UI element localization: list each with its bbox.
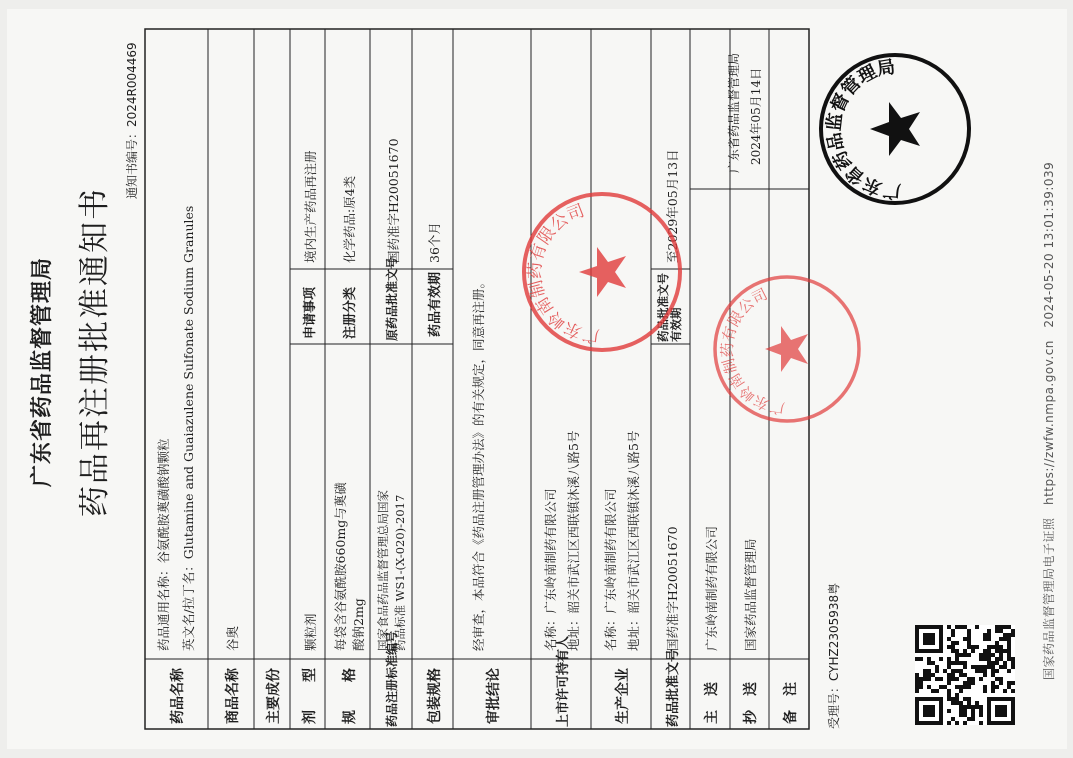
- company-seal: [517, 187, 687, 357]
- acceptance-number: 受理号：CYHZ2305938粤: [827, 582, 841, 729]
- generic-name: 药品通用名称：谷氨酰胺薁磺酸钠颗粒: [156, 438, 171, 651]
- label-category: 注册分类: [343, 286, 358, 339]
- manufacturer-address: 地址：韶关市武江区西联镇沐溪八路5号: [626, 430, 641, 651]
- label-conclusion: 审批结论: [486, 668, 502, 724]
- issue-date: 2024年05月14日: [749, 67, 763, 165]
- e-license-footer-text: 国家药品监督管理局电子证照 https://zwfw.nmpa.gov.cn 2024-05-20 13:01:39:039: [1042, 161, 1056, 680]
- label-standard-no: 药品注册标准编号: [385, 630, 399, 727]
- copy-seal: [707, 269, 867, 429]
- bureau-seal: [815, 49, 975, 209]
- label-send-to: 主 送: [704, 682, 720, 724]
- application-value: 境内生产药品再注册: [303, 150, 318, 263]
- svg-text:广东省药品监督管理局: 广东省药品监督管理局: [823, 56, 902, 202]
- manufacturer-name: 名称：广东岭南制药有限公司: [603, 488, 618, 651]
- label-validity: 药品有效期: [428, 271, 443, 337]
- label-dosage-form: 剂 型: [302, 668, 318, 724]
- qr-code-icon: [915, 625, 1015, 725]
- e-license-footer: [1012, 20, 1056, 700]
- approval-notice-page: [7, 9, 1067, 749]
- conclusion-value: 经审查，本品符合《药品注册管理办法》的有关规定，同意再注册。: [471, 275, 486, 651]
- label-approval-no: 药品批准文号: [666, 648, 681, 727]
- svg-text:广东岭南制药有限公司: 广东岭南制药有限公司: [718, 285, 786, 418]
- spec-value-line2: 酸钠2mg: [351, 598, 366, 651]
- spec-value-line1: 每袋含谷氨酰胺660mg与薁磺: [333, 482, 348, 651]
- standard-value-line1: 国家食品药品监督管理总局国家: [376, 490, 390, 651]
- issuer-caption: 广东省药品监督管理局: [727, 52, 741, 173]
- label-mah: 上市许可持有人: [556, 635, 571, 727]
- label-main-ingredient: 主要成份: [266, 668, 282, 724]
- label-application: 申请事项: [303, 286, 318, 339]
- label-trade-name: 商品名称: [225, 668, 241, 724]
- label-original-approval: 原药品批准文号: [385, 256, 399, 341]
- trade-name-value: 谷奥: [225, 625, 240, 651]
- approval-no-value: 国药准字H20051670: [665, 526, 680, 651]
- label-cc: 抄 送: [743, 682, 759, 724]
- standard-value-line2: 药品标准 WS1-(X-020)-2017: [393, 494, 407, 651]
- mah-address: 地址：韶关市武江区西联镇沐溪八路5号: [566, 430, 581, 651]
- label-manufacturer: 生产企业: [615, 668, 631, 724]
- send-to-value: 广东岭南制药有限公司: [704, 525, 719, 651]
- mah-name: 名称：广东岭南制药有限公司: [543, 488, 558, 651]
- svg-text:广东岭南制药有限公司: 广东岭南制药有限公司: [525, 200, 601, 346]
- category-value: 化学药品:原4类: [342, 175, 357, 263]
- label-package: 包装规格: [427, 668, 443, 724]
- label-spec: 规 格: [342, 668, 358, 724]
- label-approval-validity: 药品批准文号有效期: [656, 273, 683, 342]
- label-drug-name: 药品名称: [170, 668, 186, 724]
- validity-value: 36个月: [427, 222, 442, 263]
- cc-value: 国家药品监督管理局: [743, 538, 758, 651]
- original-approval-value: 国药准字H20051670: [386, 138, 401, 263]
- dosage-form-value: 颗粒剂: [303, 613, 318, 651]
- notice-number: 通知书编号：2024R004469: [125, 42, 139, 199]
- document-title: 药品再注册批准通知书: [77, 187, 113, 517]
- bureau-name: 广东省药品监督管理局: [29, 256, 55, 487]
- label-remark: 备 注: [783, 682, 799, 724]
- approval-validity-value: 至2029年05月13日: [665, 149, 680, 263]
- english-name: 英文名/拉丁名：Glutamine and Guaiazulene Sulfonate Sodium Granules: [181, 205, 196, 651]
